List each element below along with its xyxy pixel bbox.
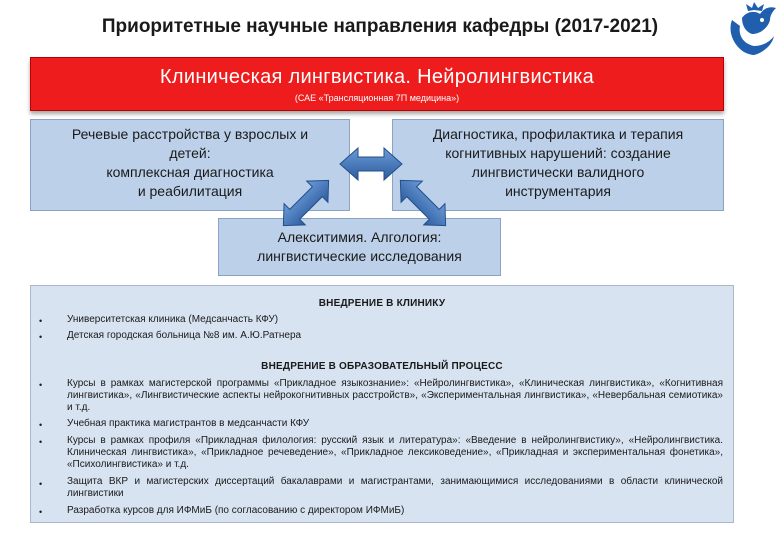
main-direction-banner (30, 57, 724, 111)
bullet-icon: • (39, 332, 43, 342)
alexithymia-box (218, 218, 501, 276)
cognitive-disorders-box (392, 119, 724, 211)
box-line: детей: (169, 145, 211, 161)
banner-title: Клиническая лингвистика. Нейролингвистика (159, 66, 595, 88)
list-item: Учебная практика магистрантов в медсанчасти КФУ (67, 418, 310, 429)
banner-subtitle: (САЕ «Трансляционная 7П медицина») (294, 93, 460, 103)
bullet-icon: • (39, 437, 43, 447)
clinic-heading: ВНЕДРЕНИЕ В КЛИНИКУ (318, 298, 446, 309)
bullet-icon: • (39, 507, 43, 517)
list-item: Курсы в рамках магистерской программы «Прикладное языкознание»: «Нейролингвистика», «Клиническая лингвистика», «Когнитивная лингвистика», «Лингвистические аспекты нейрокогнитивных расстройств», «Экспериментальная лингвистика», «Невербальная семиотика» и т.д. (67, 378, 723, 414)
box-line: Речевые расстройства у взрослых и (71, 126, 309, 142)
box-line: комплексная диагностика (106, 164, 274, 180)
list-item: Детская городская больница №8 им. А.Ю.Ратнера (67, 330, 302, 341)
box-line: лингвистические исследования (257, 248, 462, 264)
list-item: Разработка курсов для ИФМиБ (по согласованию с директором ИФМиБ) (67, 505, 405, 516)
bullet-icon: • (39, 316, 43, 326)
university-logo-icon (724, 0, 780, 58)
bullet-icon: • (39, 420, 43, 430)
box-line: Алекситимия. Алгология: (277, 229, 442, 245)
implementation-panel (30, 285, 734, 523)
list-item: Курсы в рамках профиля «Прикладная филология: русский язык и литература»: «Введение в нейролингвистику», «Нейролингвистика. Клиническая лингвистика», «Прикладное речеведение», «Прикладное лексиковедение», «Прикладная и экспериментальная фонетика», «Психолингвистика» и т.д. (67, 435, 723, 471)
page-title: Приоритетные научные направления кафедры (2017-2021) (101, 16, 659, 37)
list-item: Университетская клиника (Медсанчасть КФУ) (67, 314, 279, 325)
box-line: инструментария (505, 183, 611, 199)
box-line: Диагностика, профилактика и терапия (432, 126, 684, 142)
list-item: Защита ВКР и магистерских диссертаций бакалаврами и магистрантами, занимающимися исследованиями в области клинической лингвистики (67, 476, 723, 500)
box-line: лингвистически валидного (471, 164, 645, 180)
box-line: и реабилитация (137, 183, 243, 199)
box-line: когнитивных нарушений: создание (445, 145, 671, 161)
bullet-icon: • (39, 479, 43, 489)
education-heading: ВНЕДРЕНИЕ В ОБРАЗОВАТЕЛЬНЫЙ ПРОЦЕСС (261, 361, 503, 372)
bullet-icon: • (39, 380, 43, 390)
